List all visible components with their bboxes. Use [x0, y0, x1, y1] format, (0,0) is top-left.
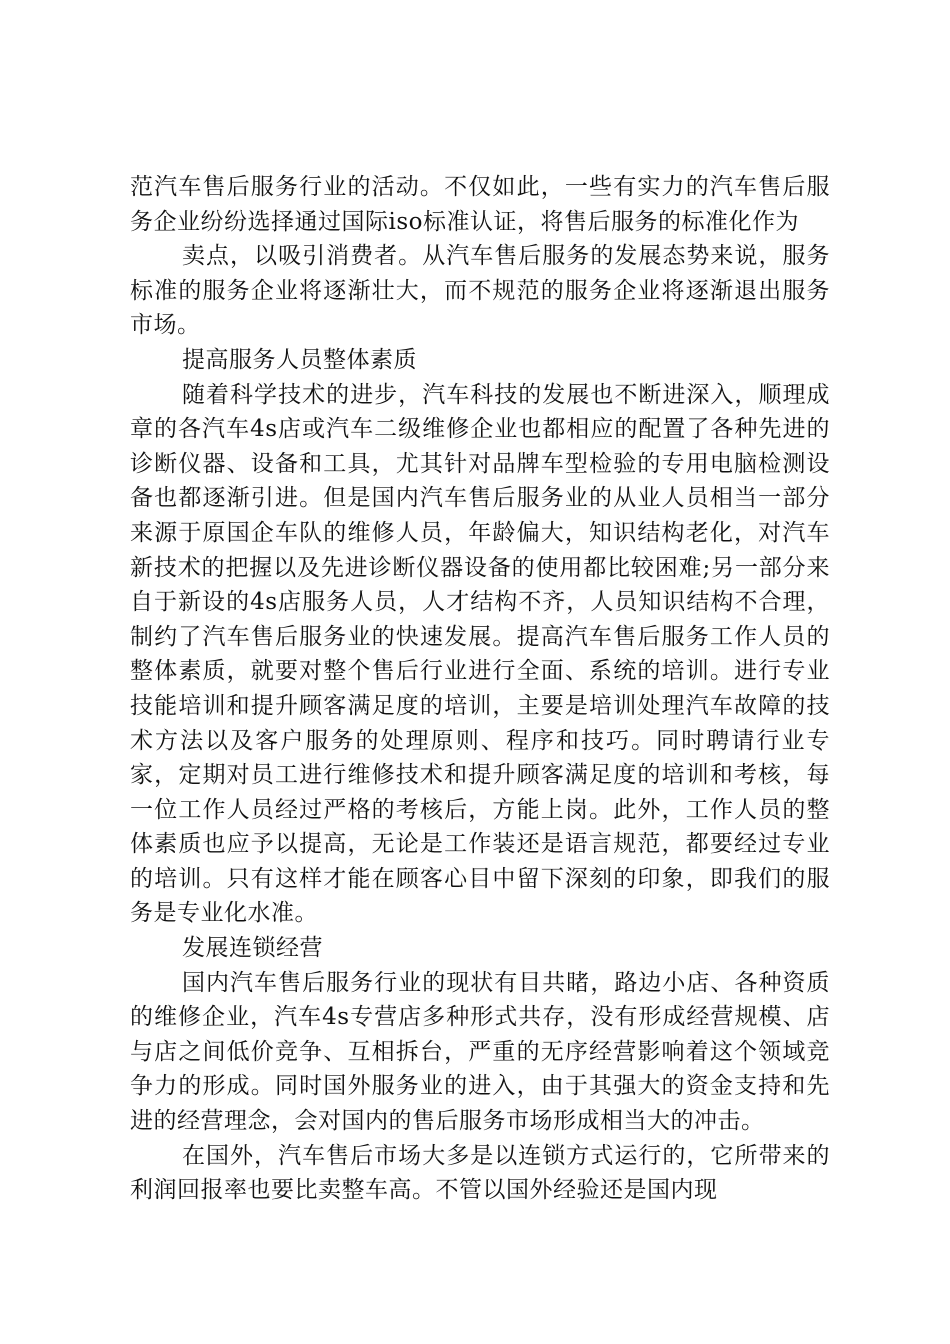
section-heading-chain-operation: 发展连锁经营: [182, 935, 323, 962]
paragraph-foreign-market: 在国外，汽车售后市场大多是以连锁方式运行的，它所带来的利润回报率也要比卖整车高。不管以国外经验还是国内现: [130, 1142, 830, 1204]
paragraph-staff-training: 随着科学技术的进步，汽车科技的发展也不断进深入，顺理成章的各汽车4s店或汽车二级维修企业也都相应的配置了各种先进的诊断仪器、设备和工具，尤其针对品牌车型检验的专用电脑检测设备也都逐渐引进。但是国内汽车售后服务业的从业人员相当一部分来源于原国企车队的维修人员，年龄偏大，知识结构老化，对汽车新技术的把握以及先进诊断仪器设备的使用都比较困难;另一部分来自于新设的4s店服务人员，人才结构不齐，人员知识结构不合理，制约了汽车售后服务业的快速发展。提高汽车售后服务工作人员的整体素质，就要对整个售后行业进行全面、系统的培训。进行专业技能培训和提升顾客满足度的培训，主要是培训处理汽车故障的技术方法以及客户服务的处理原则、程序和技巧。同时聘请行业专家，定期对员工进行维修技术和提升顾客满足度的培训和考核，每一位工作人员经过严格的考核后，方能上岗。此外，工作人员的整体素质也应予以提高，无论是工作装还是语言规范，都要经过专业的培训。只有这样才能在顾客心目中留下深刻的印象，即我们的服务是专业化水准。: [130, 381, 830, 927]
paragraph-domestic-market: 国内汽车售后服务行业的现状有目共睹，路边小店、各种资质的维修企业，汽车4s专营店多种形式共存，没有形成经营规模、店与店之间低价竞争、互相拆台，严重的无序经营影响着这个领域竞争力的形成。同时国外服务业的进入，由于其强大的资金支持和先进的经营理念，会对国内的售后服务市场形成相当大的冲击。: [130, 969, 830, 1135]
section-heading-staff-quality: 提高服务人员整体素质: [182, 346, 417, 373]
paragraph-selling-point: 卖点，以吸引消费者。从汽车售后服务的发展态势来说，服务标准的服务企业将逐渐壮大，而不规范的服务企业将逐渐退出服务市场。: [130, 243, 830, 339]
document-body: [130, 170, 830, 1208]
paragraph-continuation: 范汽车售后服务行业的活动。不仅如此，一些有实力的汽车售后服务企业纷纷选择通过国际iso标准认证，将售后服务的标准化作为: [130, 174, 830, 235]
